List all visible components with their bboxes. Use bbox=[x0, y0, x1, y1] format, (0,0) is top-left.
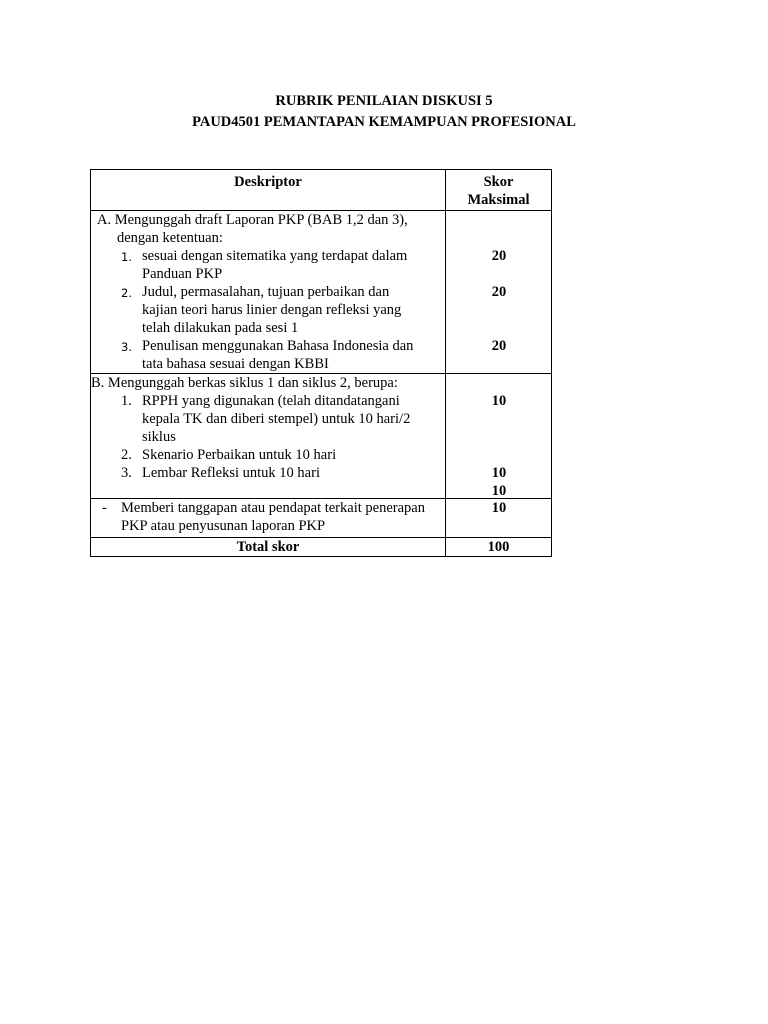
section-b-item2-score: 10 bbox=[491, 465, 507, 481]
header-descriptor: Deskriptor bbox=[91, 170, 446, 211]
section-b-intro: B. Mengunggah berkas siklus 1 dan siklus 2, berupa: bbox=[91, 375, 398, 391]
section-b-item1-line1: RPPH yang digunakan (telah ditandatangani bbox=[142, 393, 400, 409]
section-a-item2-line2: kajian teori harus linier dengan refleksi yang bbox=[142, 302, 402, 318]
section-c-line2: PKP atau penyusunan laporan PKP bbox=[121, 518, 326, 534]
section-b-item1-score: 10 bbox=[491, 393, 507, 409]
section-a-item3-line2: tata bahasa sesuai dengan KBBI bbox=[142, 356, 329, 372]
total-label: Total skor bbox=[91, 538, 446, 557]
section-c-dash: - bbox=[102, 500, 107, 516]
section-a-item2-score: 20 bbox=[491, 284, 507, 300]
section-c-line1: Memberi tanggapan atau pendapat terkait penerapan bbox=[121, 500, 425, 516]
section-a-item2-line1: Judul, permasalahan, tujuan perbaikan dan bbox=[142, 284, 390, 300]
section-b-item3-number: 3. bbox=[121, 465, 132, 481]
section-a-item1-score: 20 bbox=[491, 248, 507, 264]
section-c-score: 10 bbox=[491, 500, 507, 516]
section-b-item1-line3: siklus bbox=[142, 429, 176, 445]
section-a-intro-line1: A. Mengunggah draft Laporan PKP (BAB 1,2 dan 3), bbox=[97, 212, 408, 228]
section-a-item1-line2: Panduan PKP bbox=[142, 266, 223, 282]
section-b-item1-line2: kepala TK dan diberi stempel) untuk 10 hari/2 bbox=[142, 411, 411, 427]
document-title: RUBRIK PENILAIAN DISKUSI 5 bbox=[275, 93, 493, 109]
section-b-item1-number: 1. bbox=[121, 393, 132, 409]
section-c-descriptor bbox=[91, 499, 446, 538]
document-subtitle: PAUD4501 PEMANTAPAN KEMAMPUAN PROFESIONAL bbox=[192, 114, 576, 130]
section-b-item2-line1: Skenario Perbaikan untuk 10 hari bbox=[142, 447, 337, 463]
section-a-item2-line3: telah dilakukan pada sesi 1 bbox=[142, 320, 299, 336]
section-b-item2-number: 2. bbox=[121, 447, 132, 463]
header-score-line2: Maksimal bbox=[467, 192, 530, 208]
total-score: 100 bbox=[446, 538, 552, 557]
section-a-intro-line2: dengan ketentuan: bbox=[117, 230, 223, 246]
section-a-item2-number: 2. bbox=[121, 286, 132, 300]
header-score-line1: Skor bbox=[483, 174, 514, 190]
table-row-total bbox=[91, 538, 552, 557]
table-header-row bbox=[91, 170, 552, 211]
section-a-item1-number: 1. bbox=[121, 250, 132, 264]
section-a-item1-line1: sesuai dengan sitematika yang terdapat dalam bbox=[142, 248, 408, 264]
section-b-item3-score: 10 bbox=[491, 483, 507, 499]
section-a-item3-number: 3. bbox=[121, 340, 132, 354]
section-a-scores bbox=[446, 211, 552, 374]
section-b-descriptor bbox=[91, 374, 446, 499]
section-c-scores bbox=[446, 499, 552, 538]
section-a-descriptor bbox=[91, 211, 446, 374]
section-b-scores bbox=[446, 374, 552, 499]
section-b-item3-line1: Lembar Refleksi untuk 10 hari bbox=[142, 465, 320, 481]
section-a-item3-score: 20 bbox=[491, 338, 507, 354]
table-row-section-b bbox=[91, 374, 552, 499]
table-row-section-c bbox=[91, 499, 552, 538]
header-score bbox=[446, 170, 552, 211]
rubric-table bbox=[90, 169, 552, 557]
section-a-item3-line1: Penulisan menggunakan Bahasa Indonesia dan bbox=[142, 338, 414, 354]
table-row-section-a bbox=[91, 211, 552, 374]
